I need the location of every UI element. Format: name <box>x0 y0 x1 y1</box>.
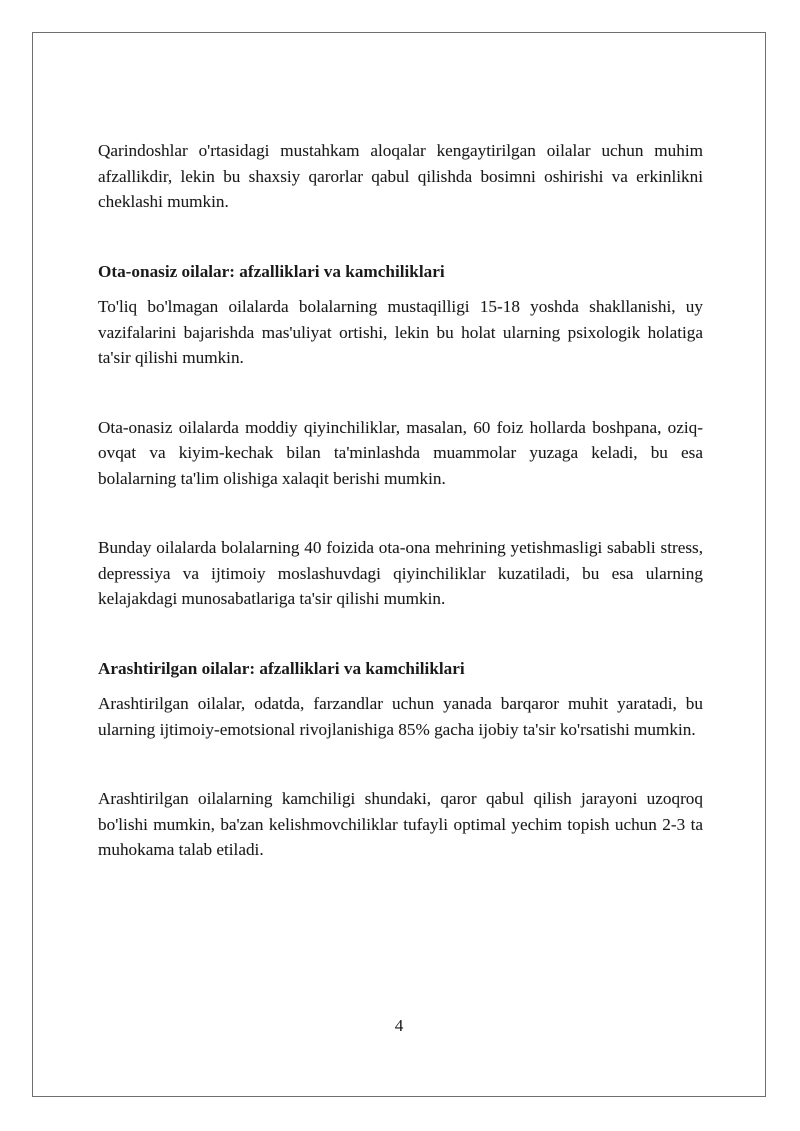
paragraph: Ota-onasiz oilalarda moddiy qiyinchiliklar, masalan, 60 foiz hollarda boshpana, oziq-ovqat va kiyim-kechak bilan ta'minlashda muammolar yuzaga keladi, bu esa bolalarning ta'lim olishiga xalaqit berishi mumkin. <box>98 417 703 488</box>
paragraph: Arashtirilgan oilalar, odatda, farzandlar uchun yanada barqaror muhit yaratadi, bu ularning ijtimoiy-emotsional rivojlanishiga 85% gacha ijobiy ta'sir ko'rsatishi mumkin. <box>98 694 703 739</box>
paragraph: Qarindoshlar o'rtasidagi mustahkam aloqalar kengaytirilgan oilalar uchun muhim afzallikdir, lekin bu shaxsiy qarorlar qabul qilishda bosimni oshirishi va erkinlikni cheklashi mumkin. <box>98 141 703 211</box>
paragraph: Bunday oilalarda bolalarning 40 foizida ota-ona mehrining yetishmasligi sababli stress, depressiya va ijtimoiy moslashuvdagi qiyinchiliklar kuzatiladi, bu esa ularning kelajakdagi munosabatlariga ta'sir qilishi mumkin. <box>98 538 703 608</box>
paragraph: Arashtirilgan oilalarning kamchiligi shundaki, qaror qabul qilish jarayoni uzoqroq bo'lishi mumkin, ba'zan kelishmovchiliklar tufayli optimal yechim topish uchun 2-3 ta muhokama talab etiladi. <box>98 789 703 859</box>
document-page <box>32 32 766 1097</box>
section-heading: Ota-onasiz oilalar: afzalliklari va kamchiliklari <box>98 261 445 281</box>
paragraph: To'liq bo'lmagan oilalarda bolalarning mustaqilligi 15-18 yoshda shakllanishi, uy vazifalarini bajarishda mas'uliyat ortishi, lekin bu holat ularning psixologik holatiga ta'sir qilishi mumkin. <box>98 297 703 367</box>
page-number: 4 <box>394 1016 404 1035</box>
page-content <box>98 138 703 863</box>
section-heading: Arashtirilgan oilalar: afzalliklari va kamchiliklari <box>98 658 465 678</box>
